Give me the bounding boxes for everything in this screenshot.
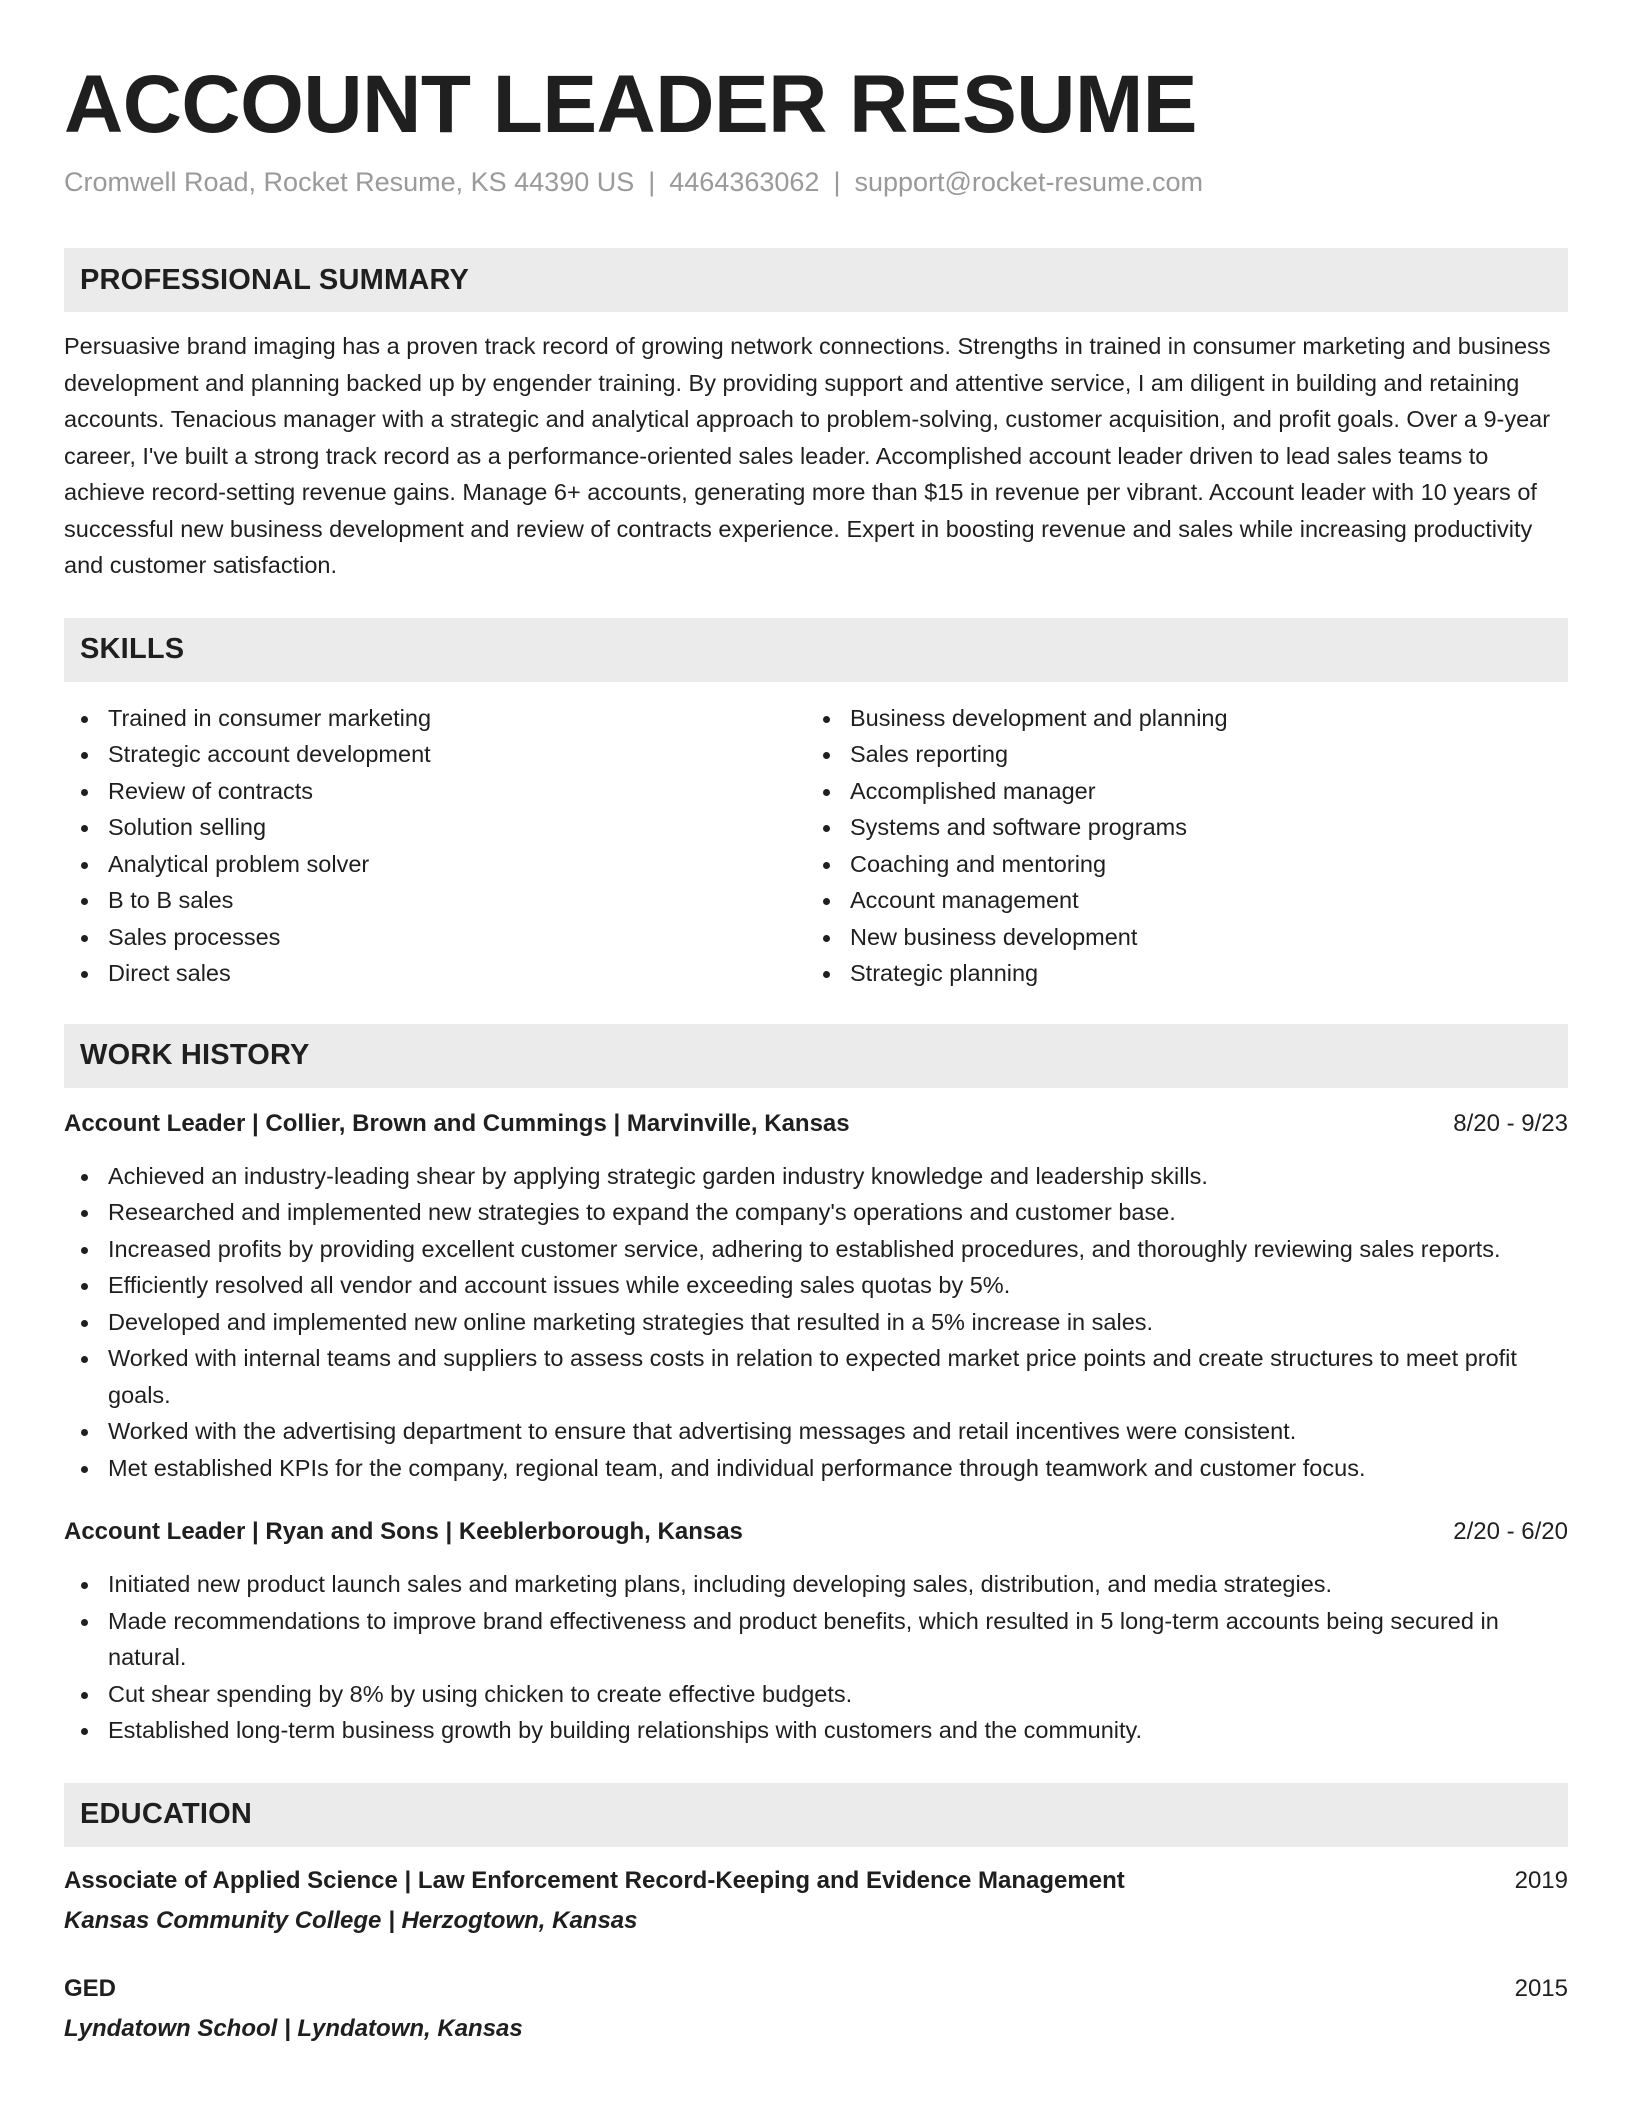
- skill-item: Coaching and mentoring: [806, 846, 1548, 883]
- job-bullet: Increased profits by providing excellent customer service, adhering to established procedures, and thoroughly reviewing sales reports.: [64, 1231, 1568, 1268]
- summary-text: Persuasive brand imaging has a proven track record of growing network connections. Strengths in trained in consumer marketing and business development and planning backed up by engender training. By providing support and attentive service, I am diligent in building and retaining accounts. Tenacious manager with a strategic and analytical approach to problem-solving, customer acquisition, and profit goals. Over a 9-year career, I've built a strong track record as a performance-oriented sales leader. Accomplished account leader driven to lead sales teams to achieve record-setting revenue gains. Manage 6+ accounts, generating more than $15 in revenue per vibrant. Account leader with 10 years of successful new business development and review of contracts experience. Expert in boosting revenue and sales while increasing productivity and customer satisfaction.: [64, 333, 1551, 579]
- skill-item: Solution selling: [64, 809, 806, 846]
- job-bullet: Efficiently resolved all vendor and account issues while exceeding sales quotas by 5%.: [64, 1267, 1568, 1304]
- contact-address: Cromwell Road, Rocket Resume, KS 44390 US: [64, 167, 635, 197]
- job-bullet: Worked with internal teams and suppliers to assess costs in relation to expected market price points and create structures to meet profit goals.: [64, 1340, 1568, 1413]
- education-year: 2019: [1514, 1866, 1568, 1894]
- contact-line: [64, 166, 1568, 198]
- education-heading: EDUCATION: [64, 1783, 1568, 1847]
- skills-columns: [64, 700, 1568, 992]
- contact-separator: |: [833, 167, 841, 197]
- education-entry: [64, 1971, 1568, 2047]
- skill-item: Systems and software programs: [806, 809, 1548, 846]
- skills-heading: SKILLS: [64, 618, 1568, 682]
- job-bullets: [64, 1566, 1568, 1749]
- skill-item: B to B sales: [64, 882, 806, 919]
- job-title: Account Leader | Collier, Brown and Cummings | Marvinville, Kansas: [64, 1109, 850, 1137]
- resume-title: ACCOUNT LEADER RESUME: [64, 59, 1197, 150]
- job-bullet: Researched and implemented new strategies to expand the company's operations and customer base.: [64, 1194, 1568, 1231]
- education-school: Kansas Community College | Herzogtown, Kansas: [64, 1906, 638, 1934]
- skill-item: Strategic account development: [64, 736, 806, 773]
- skill-item: Review of contracts: [64, 773, 806, 810]
- job-header: [64, 1514, 1568, 1550]
- job-bullet: Initiated new product launch sales and marketing plans, including developing sales, distribution, and media strategies.: [64, 1566, 1568, 1603]
- job-bullet: Made recommendations to improve brand effectiveness and product benefits, which resulted in 5 long-term accounts being secured in natural.: [64, 1603, 1568, 1676]
- work-history-heading: WORK HISTORY: [64, 1024, 1568, 1088]
- contact-email: support@rocket-resume.com: [854, 167, 1203, 197]
- job-bullet: Met established KPIs for the company, regional team, and individual performance through teamwork and customer focus.: [64, 1450, 1568, 1487]
- skill-item: Direct sales: [64, 955, 806, 992]
- education-header: [64, 1971, 1568, 2007]
- job-dates: 2/20 - 6/20: [1453, 1518, 1568, 1546]
- job-dates: 8/20 - 9/23: [1453, 1109, 1568, 1137]
- skill-item: Sales processes: [64, 919, 806, 956]
- skill-item: Sales reporting: [806, 736, 1548, 773]
- job-bullet: Established long-term business growth by building relationships with customers and the community.: [64, 1712, 1568, 1749]
- education-year: 2015: [1514, 1974, 1568, 2002]
- job-entry: [64, 1514, 1568, 1749]
- skills-right-column: [806, 700, 1548, 992]
- job-title: Account Leader | Ryan and Sons | Keeblerborough, Kansas: [64, 1518, 743, 1546]
- skill-item: New business development: [806, 919, 1548, 956]
- skill-item: Account management: [806, 882, 1548, 919]
- skills-left-column: [64, 700, 806, 992]
- skill-item: Trained in consumer marketing: [64, 700, 806, 737]
- contact-separator: |: [648, 167, 656, 197]
- education-school: Lyndatown School | Lyndatown, Kansas: [64, 2014, 523, 2042]
- skill-item: Accomplished manager: [806, 773, 1548, 810]
- job-bullet: Achieved an industry-leading shear by applying strategic garden industry knowledge and leadership skills.: [64, 1158, 1568, 1195]
- education-entry: [64, 1863, 1568, 1939]
- skill-item: Business development and planning: [806, 700, 1548, 737]
- job-bullet: Developed and implemented new online marketing strategies that resulted in a 5% increase in sales.: [64, 1304, 1568, 1341]
- job-bullets: [64, 1158, 1568, 1487]
- summary-heading: PROFESSIONAL SUMMARY: [64, 248, 1568, 312]
- education-degree: GED: [64, 1974, 117, 2002]
- education-header: [64, 1863, 1568, 1899]
- job-header: [64, 1106, 1568, 1142]
- education-degree: Associate of Applied Science | Law Enforcement Record-Keeping and Evidence Management: [64, 1866, 1125, 1894]
- job-bullet: Cut shear spending by 8% by using chicken to create effective budgets.: [64, 1676, 1568, 1713]
- contact-phone: 4464363062: [669, 167, 820, 197]
- job-entry: [64, 1106, 1568, 1487]
- skill-item: Analytical problem solver: [64, 846, 806, 883]
- skill-item: Strategic planning: [806, 955, 1548, 992]
- job-bullet: Worked with the advertising department to ensure that advertising messages and retail incentives were consistent.: [64, 1413, 1568, 1450]
